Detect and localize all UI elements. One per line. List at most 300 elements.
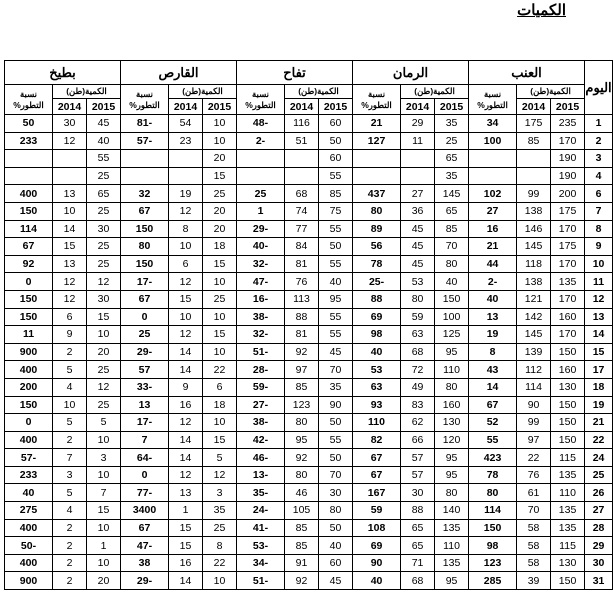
quantity-header: الكمية(طن)	[169, 85, 237, 99]
day-cell: 10	[585, 255, 613, 273]
growth-cell: 150	[121, 255, 169, 273]
qty-2015-cell: 12	[203, 466, 237, 484]
qty-2015-cell: 50	[319, 132, 353, 150]
table-row	[5, 150, 613, 168]
qty-2015-cell: 50	[319, 449, 353, 467]
qty-2015-cell: 135	[551, 466, 585, 484]
table-row	[5, 449, 613, 467]
quantity-header: الكمية(طن)	[285, 85, 353, 99]
qty-2014-cell: 12	[53, 273, 87, 291]
qty-2014-cell: 85	[517, 132, 551, 150]
qty-2014-cell: 12	[53, 132, 87, 150]
qty-2015-cell: 65	[435, 202, 469, 220]
growth-cell: -51	[237, 343, 285, 361]
qty-2014-cell: 9	[169, 378, 203, 396]
growth-cell: -38	[237, 414, 285, 432]
qty-2014-cell: 2	[53, 554, 87, 572]
growth-cell: 88	[353, 290, 401, 308]
qty-2014-cell: 77	[285, 220, 319, 238]
day-cell: 17	[585, 361, 613, 379]
qty-2014-cell: 85	[285, 378, 319, 396]
qty-2014-cell: 92	[285, 449, 319, 467]
qty-2014-cell: 57	[401, 466, 435, 484]
qty-2015-cell: 50	[319, 519, 353, 537]
growth-cell: 150	[5, 290, 53, 308]
growth-cell: 90	[353, 554, 401, 572]
qty-2014-cell: 10	[53, 396, 87, 414]
qty-2014-cell: 76	[285, 273, 319, 291]
growth-cell: 0	[5, 273, 53, 291]
table-row	[5, 396, 613, 414]
growth-cell: 52	[469, 414, 517, 432]
qty-2015-cell: 175	[551, 202, 585, 220]
growth-cell: 98	[469, 537, 517, 555]
growth-cell: 67	[5, 238, 53, 256]
growth-cell: 19	[469, 326, 517, 344]
qty-2015-cell: 3	[87, 449, 121, 467]
qty-2014-cell: 11	[401, 132, 435, 150]
table-row	[5, 572, 613, 590]
growth-cell: 25	[237, 185, 285, 203]
day-cell: 3	[585, 150, 613, 168]
growth-header	[5, 85, 53, 115]
qty-2015-cell: 10	[203, 414, 237, 432]
growth-cell: 275	[5, 502, 53, 520]
table-row	[5, 132, 613, 150]
qty-2014-cell	[169, 167, 203, 185]
qty-2015-cell: 85	[435, 220, 469, 238]
table-row	[5, 484, 613, 502]
qty-2015-cell: 10	[87, 554, 121, 572]
growth-cell: 69	[353, 537, 401, 555]
qty-2015-cell: 15	[203, 431, 237, 449]
qty-2015-cell: 18	[203, 396, 237, 414]
qty-2014-cell: 2	[53, 519, 87, 537]
day-cell: 30	[585, 554, 613, 572]
qty-2014-cell: 121	[517, 290, 551, 308]
qty-2014-cell: 70	[517, 502, 551, 520]
growth-cell: 82	[353, 431, 401, 449]
qty-2014-cell: 145	[517, 238, 551, 256]
qty-2014-cell: 97	[285, 361, 319, 379]
growth-cell: 40	[353, 572, 401, 590]
growth-cell	[237, 167, 285, 185]
table-row	[5, 202, 613, 220]
growth-cell: 16	[469, 220, 517, 238]
growth-cell: -47	[121, 537, 169, 555]
growth-cell: 400	[5, 519, 53, 537]
growth-cell: -29	[121, 343, 169, 361]
qty-2014-cell: 91	[285, 554, 319, 572]
growth-cell: 123	[469, 554, 517, 572]
qty-2015-cell: 20	[87, 572, 121, 590]
qty-2015-cell: 95	[435, 449, 469, 467]
qty-2015-cell: 65	[87, 185, 121, 203]
growth-cell: 78	[353, 255, 401, 273]
qty-2014-cell: 116	[285, 115, 319, 133]
growth-cell: -59	[237, 378, 285, 396]
day-cell: 14	[585, 326, 613, 344]
qty-2015-cell: 50	[319, 238, 353, 256]
qty-2014-cell	[517, 150, 551, 168]
qty-2015-cell: 160	[551, 308, 585, 326]
qty-2014-cell: 68	[401, 343, 435, 361]
growth-cell: 114	[469, 502, 517, 520]
qty-2014-cell: 30	[401, 484, 435, 502]
qty-2015-cell: 110	[435, 361, 469, 379]
qty-2015-cell: 10	[87, 466, 121, 484]
qty-2015-cell: 70	[319, 466, 353, 484]
qty-2014-cell: 2	[53, 343, 87, 361]
qty-2014-cell: 138	[517, 202, 551, 220]
day-cell: 21	[585, 414, 613, 432]
growth-cell: 400	[5, 185, 53, 203]
qty-2015-cell: 60	[319, 115, 353, 133]
year-header: 2014	[169, 99, 203, 115]
qty-2014-cell: 80	[285, 414, 319, 432]
qty-2015-cell: 190	[551, 150, 585, 168]
growth-cell: 1	[237, 202, 285, 220]
qty-2015-cell: 10	[203, 115, 237, 133]
growth-cell: 67	[121, 202, 169, 220]
qty-2015-cell: 3	[203, 484, 237, 502]
qty-2014-cell: 5	[53, 361, 87, 379]
growth-header-line: التطور%	[245, 99, 276, 110]
qty-2015-cell: 7	[87, 484, 121, 502]
growth-cell: -32	[237, 255, 285, 273]
qty-2015-cell: 20	[203, 150, 237, 168]
qty-2014-cell: 81	[285, 326, 319, 344]
qty-2014-cell: 16	[169, 554, 203, 572]
growth-cell: -33	[121, 378, 169, 396]
qty-2015-cell: 70	[319, 361, 353, 379]
qty-2015-cell: 130	[551, 554, 585, 572]
qty-2015-cell: 55	[319, 431, 353, 449]
qty-2014-cell: 68	[401, 572, 435, 590]
qty-2015-cell: 170	[551, 132, 585, 150]
table-row	[5, 185, 613, 203]
growth-cell: -41	[237, 519, 285, 537]
qty-2014-cell: 84	[285, 238, 319, 256]
growth-cell: 80	[121, 238, 169, 256]
qty-2014-cell: 58	[517, 537, 551, 555]
qty-2015-cell: 145	[435, 185, 469, 203]
qty-2014-cell: 57	[401, 449, 435, 467]
qty-2014-cell: 83	[401, 396, 435, 414]
qty-2015-cell: 80	[319, 502, 353, 520]
table-row	[5, 115, 613, 133]
day-cell: 31	[585, 572, 613, 590]
growth-cell: 55	[469, 431, 517, 449]
qty-2015-cell: 110	[551, 484, 585, 502]
qty-2015-cell: 150	[551, 431, 585, 449]
qty-2015-cell: 75	[319, 202, 353, 220]
growth-cell: -42	[237, 431, 285, 449]
growth-cell: 114	[5, 220, 53, 238]
qty-2015-cell: 55	[87, 150, 121, 168]
qty-2015-cell: 15	[87, 502, 121, 520]
growth-header-line: التطور%	[129, 99, 160, 110]
growth-cell: -17	[121, 414, 169, 432]
qty-2015-cell: 125	[435, 326, 469, 344]
growth-cell: 56	[353, 238, 401, 256]
day-cell: 22	[585, 431, 613, 449]
qty-2015-cell: 150	[551, 572, 585, 590]
qty-2014-cell: 10	[169, 238, 203, 256]
qty-2014-cell: 142	[517, 308, 551, 326]
qty-2015-cell: 30	[87, 290, 121, 308]
qty-2015-cell: 10	[87, 326, 121, 344]
qty-2015-cell: 170	[551, 255, 585, 273]
qty-2014-cell: 23	[169, 132, 203, 150]
qty-2014-cell: 14	[169, 572, 203, 590]
qty-2014-cell	[401, 167, 435, 185]
day-column-header: اليوم	[585, 61, 613, 115]
table-row	[5, 255, 613, 273]
growth-cell: 80	[469, 484, 517, 502]
day-cell: 18	[585, 378, 613, 396]
growth-cell: 150	[5, 202, 53, 220]
qty-2015-cell: 50	[319, 414, 353, 432]
qty-2014-cell: 15	[169, 290, 203, 308]
qty-2015-cell: 150	[551, 396, 585, 414]
qty-2015-cell: 25	[87, 255, 121, 273]
qty-2014-cell: 118	[517, 255, 551, 273]
qty-2015-cell: 135	[435, 519, 469, 537]
qty-2015-cell: 15	[203, 326, 237, 344]
qty-2014-cell: 6	[169, 255, 203, 273]
qty-2014-cell: 15	[53, 238, 87, 256]
qty-2015-cell: 160	[435, 396, 469, 414]
growth-cell: 50	[5, 115, 53, 133]
qty-2014-cell: 12	[53, 290, 87, 308]
growth-cell: -64	[121, 449, 169, 467]
year-header: 2015	[435, 99, 469, 115]
qty-2014-cell: 3	[53, 466, 87, 484]
qty-2015-cell: 135	[551, 519, 585, 537]
day-cell: 15	[585, 343, 613, 361]
growth-cell: -2	[469, 273, 517, 291]
product-header: القارص	[121, 61, 237, 85]
qty-2014-cell: 2	[53, 431, 87, 449]
qty-2014-cell: 90	[517, 396, 551, 414]
growth-cell: -2	[237, 132, 285, 150]
growth-cell: -47	[237, 273, 285, 291]
growth-cell: 40	[353, 343, 401, 361]
qty-2014-cell	[285, 167, 319, 185]
growth-cell: -13	[237, 466, 285, 484]
growth-cell: -51	[237, 572, 285, 590]
qty-2015-cell: 130	[551, 378, 585, 396]
qty-2014-cell	[285, 150, 319, 168]
year-header: 2014	[401, 99, 435, 115]
growth-cell: -53	[237, 537, 285, 555]
qty-2014-cell: 175	[517, 115, 551, 133]
day-cell: 6	[585, 185, 613, 203]
day-cell: 9	[585, 238, 613, 256]
growth-cell: 13	[121, 396, 169, 414]
qty-2014-cell: 114	[517, 378, 551, 396]
qty-2015-cell: 5	[203, 449, 237, 467]
growth-cell: 69	[353, 308, 401, 326]
year-header: 2014	[53, 99, 87, 115]
growth-cell: -81	[121, 115, 169, 133]
growth-cell: 8	[469, 343, 517, 361]
growth-cell: 150	[5, 308, 53, 326]
qty-2014-cell: 12	[169, 273, 203, 291]
growth-cell: 108	[353, 519, 401, 537]
growth-cell	[5, 167, 53, 185]
qty-2014-cell	[401, 150, 435, 168]
qty-2014-cell: 36	[401, 202, 435, 220]
growth-cell: 44	[469, 255, 517, 273]
qty-2015-cell: 135	[435, 554, 469, 572]
qty-2015-cell: 25	[87, 202, 121, 220]
quantity-header: الكمية(طن)	[401, 85, 469, 99]
qty-2014-cell: 9	[53, 326, 87, 344]
table-row	[5, 326, 613, 344]
growth-cell: 0	[121, 308, 169, 326]
qty-2014-cell: 5	[53, 414, 87, 432]
growth-cell: -77	[121, 484, 169, 502]
growth-cell: 200	[5, 378, 53, 396]
growth-cell: -28	[237, 361, 285, 379]
table-row	[5, 502, 613, 520]
qty-2015-cell: 6	[203, 378, 237, 396]
growth-cell	[121, 150, 169, 168]
qty-2014-cell: 65	[401, 537, 435, 555]
qty-2014-cell: 80	[285, 466, 319, 484]
growth-cell: 100	[469, 132, 517, 150]
qty-2015-cell: 40	[87, 132, 121, 150]
growth-cell: -24	[237, 502, 285, 520]
growth-cell: -46	[237, 449, 285, 467]
growth-cell: 233	[5, 466, 53, 484]
qty-2014-cell: 4	[53, 502, 87, 520]
growth-header	[121, 85, 169, 115]
growth-cell: 110	[353, 414, 401, 432]
qty-2014-cell: 72	[401, 361, 435, 379]
qty-2014-cell: 45	[401, 255, 435, 273]
qty-2015-cell: 95	[435, 466, 469, 484]
qty-2015-cell: 45	[87, 115, 121, 133]
quantity-header: الكمية(طن)	[517, 85, 585, 99]
growth-cell: 150	[5, 396, 53, 414]
growth-cell: -57	[5, 449, 53, 467]
qty-2014-cell: 8	[169, 220, 203, 238]
qty-2015-cell: 25	[435, 132, 469, 150]
growth-cell: 78	[469, 466, 517, 484]
qty-2014-cell: 58	[517, 554, 551, 572]
table-row	[5, 414, 613, 432]
qty-2015-cell: 25	[87, 167, 121, 185]
qty-2014-cell: 15	[169, 537, 203, 555]
qty-2014-cell: 10	[169, 308, 203, 326]
table-row	[5, 167, 613, 185]
growth-cell	[353, 167, 401, 185]
day-cell: 4	[585, 167, 613, 185]
qty-2014-cell: 85	[285, 519, 319, 537]
qty-2014-cell: 146	[517, 220, 551, 238]
qty-2014-cell: 68	[285, 185, 319, 203]
qty-2014-cell: 14	[169, 431, 203, 449]
growth-cell: 423	[469, 449, 517, 467]
qty-2015-cell: 25	[203, 185, 237, 203]
qty-2014-cell: 81	[285, 255, 319, 273]
growth-header-line: التطور%	[477, 99, 508, 110]
day-cell: 24	[585, 449, 613, 467]
qty-2014-cell: 76	[517, 466, 551, 484]
qty-2015-cell: 20	[87, 343, 121, 361]
growth-cell: 67	[469, 396, 517, 414]
table-row	[5, 290, 613, 308]
growth-header-line: نسبة	[367, 88, 386, 99]
qty-2015-cell: 25	[87, 396, 121, 414]
qty-2015-cell: 10	[87, 431, 121, 449]
qty-2015-cell: 60	[319, 554, 353, 572]
growth-cell: -50	[5, 537, 53, 555]
qty-2014-cell: 14	[169, 361, 203, 379]
growth-cell: 67	[121, 519, 169, 537]
growth-header-line: التطور%	[13, 99, 44, 110]
growth-cell	[121, 167, 169, 185]
qty-2015-cell: 22	[203, 554, 237, 572]
qty-2015-cell: 10	[87, 519, 121, 537]
qty-2014-cell: 58	[517, 519, 551, 537]
qty-2015-cell: 60	[319, 150, 353, 168]
qty-2015-cell: 20	[203, 220, 237, 238]
qty-2015-cell: 190	[551, 167, 585, 185]
qty-2015-cell: 115	[551, 449, 585, 467]
qty-2015-cell: 30	[87, 220, 121, 238]
day-cell: 8	[585, 220, 613, 238]
day-cell: 27	[585, 502, 613, 520]
table-row	[5, 519, 613, 537]
growth-cell: -29	[121, 572, 169, 590]
qty-2015-cell: 10	[203, 343, 237, 361]
growth-header-line: نسبة	[251, 88, 270, 99]
table-row	[5, 361, 613, 379]
growth-cell: 63	[353, 378, 401, 396]
day-cell: 13	[585, 308, 613, 326]
qty-2015-cell: 25	[87, 361, 121, 379]
growth-cell: -35	[237, 484, 285, 502]
growth-cell	[469, 167, 517, 185]
growth-cell: -17	[121, 273, 169, 291]
growth-cell: 127	[353, 132, 401, 150]
growth-cell	[237, 150, 285, 168]
quantities-table-container	[4, 60, 612, 590]
qty-2014-cell: 30	[53, 115, 87, 133]
qty-2014-cell: 6	[53, 308, 87, 326]
qty-2015-cell: 25	[87, 238, 121, 256]
table-row	[5, 273, 613, 291]
qty-2014-cell: 16	[169, 396, 203, 414]
growth-cell: 53	[353, 361, 401, 379]
qty-2014-cell: 51	[285, 132, 319, 150]
qty-2014-cell: 105	[285, 502, 319, 520]
growth-cell: 67	[353, 449, 401, 467]
growth-cell: 92	[5, 255, 53, 273]
qty-2015-cell: 150	[551, 343, 585, 361]
day-cell: 7	[585, 202, 613, 220]
page-title: الكميات	[517, 2, 566, 19]
growth-cell: 437	[353, 185, 401, 203]
qty-2014-cell: 19	[169, 185, 203, 203]
day-cell: 26	[585, 484, 613, 502]
qty-2014-cell	[53, 150, 87, 168]
qty-2015-cell: 22	[203, 361, 237, 379]
